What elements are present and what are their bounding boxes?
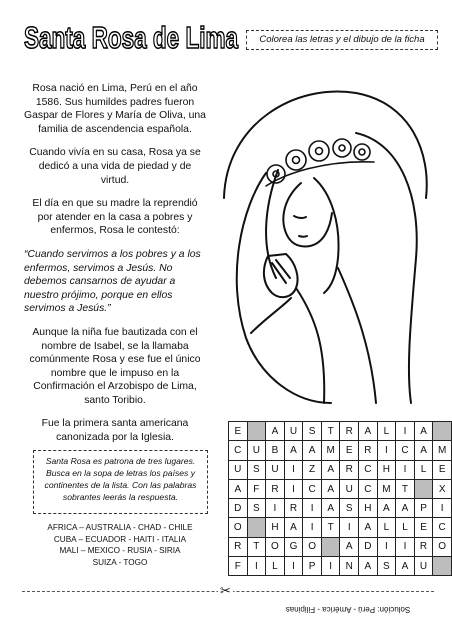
- grid-cell: R: [414, 537, 433, 556]
- grid-cell: H: [377, 460, 396, 479]
- halo: [224, 91, 427, 198]
- story-paragraph: Fue la primera santa americana canonizada por la Iglesia.: [41, 418, 189, 444]
- story-text: [24, 82, 206, 455]
- hint-line: Santa Rosa es patrona de tres lugares.: [45, 456, 196, 466]
- grid-cell: A: [359, 518, 378, 537]
- grid-cell: L: [396, 518, 415, 537]
- grid-cell: L: [266, 557, 285, 576]
- grid-cell: O: [303, 537, 322, 556]
- grid-cell: L: [377, 422, 396, 441]
- grid-cell: S: [303, 422, 322, 441]
- grid-cell: I: [284, 557, 303, 576]
- grid-cell: I: [377, 441, 396, 460]
- grid-cell: A: [377, 499, 396, 518]
- grid-cell: I: [396, 460, 415, 479]
- grid-cell: A: [229, 479, 248, 498]
- grid-cell: O: [229, 518, 248, 537]
- scissors-icon: ✂: [220, 583, 231, 598]
- grid-cell: X: [433, 479, 452, 498]
- grid-cell: R: [359, 441, 378, 460]
- grid-cell: I: [284, 479, 303, 498]
- solution-text: Solución: Perú - América - Filipinas: [285, 605, 411, 614]
- grid-cell: R: [229, 537, 248, 556]
- grid-cell: T: [321, 422, 340, 441]
- grid-cell: R: [266, 479, 285, 498]
- grid-cell: Z: [303, 460, 322, 479]
- grid-cell: I: [266, 499, 285, 518]
- grid-cell: N: [340, 557, 359, 576]
- grid-cell: R: [340, 422, 359, 441]
- grid-cell: I: [247, 557, 266, 576]
- hint-box: [33, 450, 208, 514]
- word-list-line: SUIZA - TOGO: [92, 557, 148, 567]
- grid-cell: I: [340, 518, 359, 537]
- word-search-grid: [228, 421, 452, 576]
- grid-cell: T: [321, 518, 340, 537]
- grid-cell: A: [284, 441, 303, 460]
- grid-cell: O: [266, 537, 285, 556]
- grid-cell: U: [266, 460, 285, 479]
- grid-row: [229, 499, 452, 518]
- grid-cell: I: [396, 537, 415, 556]
- grid-cell: I: [303, 499, 322, 518]
- grid-cell: U: [229, 460, 248, 479]
- story-quote: “Cuando servimos a los pobres y a los enfermos, servimos a Jesús. No debemos cansarnos de ayudar a nuestro prójimo, porque en ellos servimos a Jesús.”: [24, 248, 201, 315]
- grid-cell: S: [377, 557, 396, 576]
- page-title-text: Santa Rosa de Lima: [24, 20, 239, 55]
- word-list-line: CUBA – ECUADOR - HAITI - ITALIA: [53, 534, 187, 544]
- grid-cell: G: [284, 537, 303, 556]
- grid-cell: A: [303, 441, 322, 460]
- grid-cell: A: [414, 441, 433, 460]
- grid-cell: C: [433, 518, 452, 537]
- grid-row: [229, 518, 452, 537]
- grid-row: [229, 460, 452, 479]
- grid-cell: F: [247, 479, 266, 498]
- grid-cell: A: [266, 422, 285, 441]
- hint-line: Busca en la sopa de letras los países y continentes de la lista. Con las palabras sobrantes leerás la respuesta.: [44, 468, 197, 502]
- grid-cell: C: [359, 460, 378, 479]
- grid-cell: E: [414, 518, 433, 537]
- word-list: [30, 522, 210, 568]
- grid-cell-shaded: [321, 537, 340, 556]
- grid-cell: P: [414, 499, 433, 518]
- grid-cell: A: [321, 479, 340, 498]
- grid-cell: A: [321, 460, 340, 479]
- grid-cell: C: [229, 441, 248, 460]
- grid-cell: R: [340, 460, 359, 479]
- grid-cell: A: [414, 422, 433, 441]
- grid-row: [229, 422, 452, 441]
- grid-cell: E: [340, 441, 359, 460]
- grid-cell: M: [321, 441, 340, 460]
- grid-cell: H: [266, 518, 285, 537]
- saint-rose-illustration: [206, 78, 441, 408]
- grid-cell: I: [396, 422, 415, 441]
- grid-row: [229, 557, 452, 576]
- grid-row: [229, 441, 452, 460]
- grid-cell: U: [340, 479, 359, 498]
- grid-cell: A: [396, 499, 415, 518]
- grid-cell: S: [247, 460, 266, 479]
- robe: [251, 268, 376, 403]
- grid-cell: A: [284, 518, 303, 537]
- word-list-line: MALI – MEXICO - RUSIA - SIRIA: [59, 546, 181, 555]
- grid-cell-shaded: [414, 479, 433, 498]
- grid-cell: A: [396, 557, 415, 576]
- grid-cell: I: [321, 557, 340, 576]
- story-paragraph: El día en que su madre la reprendió por atender en la casa a pobres y enfermos, Rosa le contestó:: [32, 198, 198, 237]
- grid-cell: S: [340, 499, 359, 518]
- grid-row: [229, 479, 452, 498]
- grid-cell: L: [414, 460, 433, 479]
- grid-cell: T: [247, 537, 266, 556]
- grid-cell: B: [266, 441, 285, 460]
- grid-cell: A: [359, 557, 378, 576]
- grid-cell: U: [247, 441, 266, 460]
- grid-cell: I: [303, 518, 322, 537]
- grid-cell: E: [433, 460, 452, 479]
- grid-cell: P: [303, 557, 322, 576]
- flower-crown: [266, 139, 374, 186]
- grid-cell: A: [340, 537, 359, 556]
- word-list-line: AFRICA – AUSTRALIA - CHAD - CHILE: [47, 523, 193, 532]
- grid-row: [229, 537, 452, 556]
- grid-cell-shaded: [247, 422, 266, 441]
- grid-cell: H: [359, 499, 378, 518]
- grid-cell: A: [359, 422, 378, 441]
- grid-cell: F: [229, 557, 248, 576]
- grid-cell: D: [359, 537, 378, 556]
- grid-cell: I: [284, 460, 303, 479]
- grid-cell: O: [433, 537, 452, 556]
- page-title: [22, 16, 240, 56]
- grid-cell: L: [377, 518, 396, 537]
- grid-cell-shaded: [433, 557, 452, 576]
- grid-cell: T: [396, 479, 415, 498]
- grid-cell: I: [433, 499, 452, 518]
- story-paragraph: Aunque la niña fue bautizada con el nombre de Isabel, se la llamaba comúnmente Rosa y ese fue el único nombre que le impuso en la Confirmación el Arzobispo de Lima, santo Toribio.: [29, 326, 201, 406]
- grid-cell: C: [359, 479, 378, 498]
- coloring-instruction: Colorea las letras y el dibujo de la ficha: [246, 30, 438, 50]
- grid-cell: M: [377, 479, 396, 498]
- grid-cell: C: [303, 479, 322, 498]
- grid-cell: A: [321, 499, 340, 518]
- grid-cell-shaded: [247, 518, 266, 537]
- grid-cell-shaded: [433, 422, 452, 441]
- grid-cell: C: [396, 441, 415, 460]
- grid-cell: U: [414, 557, 433, 576]
- grid-cell: D: [229, 499, 248, 518]
- grid-cell: R: [284, 499, 303, 518]
- story-paragraph: Rosa nació en Lima, Perú en el año 1586. Sus humildes padres fueron Gaspar de Flores y María de Oliva, una familia de ascendencia española.: [24, 83, 206, 135]
- grid-cell: U: [284, 422, 303, 441]
- story-paragraph: Cuando vivía en su casa, Rosa ya se dedicó a una vida de piedad y de virtud.: [29, 147, 201, 186]
- grid-cell: I: [377, 537, 396, 556]
- grid-cell: E: [229, 422, 248, 441]
- grid-cell: M: [433, 441, 452, 460]
- grid-cell: S: [247, 499, 266, 518]
